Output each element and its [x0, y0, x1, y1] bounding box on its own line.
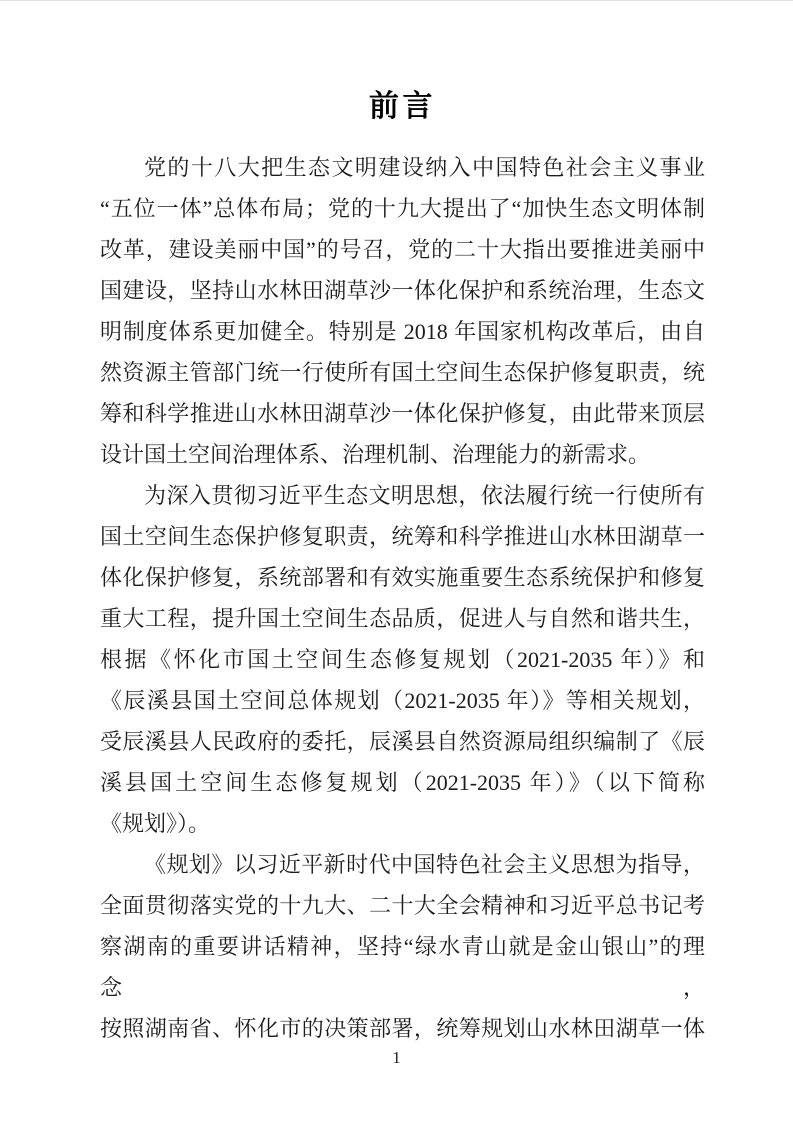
text-line: 为深入贯彻习近平生态文明思想，依法履行统一行使所有: [144, 483, 705, 508]
text-line: 改革，建设美丽中国”的号召，党的二十大指出要推进美丽中: [100, 237, 705, 262]
text-line: 国建设，坚持山水林田湖草沙一体化保护和系统治理，生态文: [100, 278, 705, 303]
text-line: 《规划》以习近平新时代中国特色社会主义思想为指导，: [144, 852, 705, 877]
text-line: “五位一体”总体布局；党的十九大提出了“加快生态文明体制: [100, 196, 705, 221]
text-line: 明制度体系更加健全。特别是 2018 年国家机构改革后，由自: [100, 319, 705, 344]
text-line: 察湖南的重要讲话精神，坚持“绿水青山就是金山银山”的理念，: [100, 934, 705, 1000]
page-number: 1: [392, 1048, 401, 1067]
text-line: 按照湖南省、怀化市的决策部署，统筹规划山水林田湖草一体: [100, 1016, 705, 1041]
paragraph-1: [100, 147, 705, 475]
text-line: 党的十八大把生态文明建设纳入中国特色社会主义事业: [144, 155, 705, 180]
text-line: 溪县国土空间生态修复规划（2021-2035 年）》（以下简称: [100, 770, 705, 795]
text-line: 体化保护修复，系统部署和有效实施重要生态系统保护和修复: [100, 565, 705, 590]
page-title: 前言: [368, 90, 437, 123]
paragraph-3: [100, 844, 705, 1049]
paragraph-2: [100, 475, 705, 844]
text-line: 国土空间生态保护修复职责，统筹和科学推进山水林田湖草一: [100, 524, 705, 549]
document-body: [100, 147, 705, 1049]
text-line: 《辰溪县国土空间总体规划（2021-2035 年）》等相关规划，: [100, 688, 705, 713]
text-line: 筹和科学推进山水林田湖草沙一体化保护修复，由此带来顶层: [100, 401, 705, 426]
text-line: 根据《怀化市国土空间生态修复规划（2021-2035 年）》和: [100, 647, 705, 672]
text-line: 受辰溪县人民政府的委托，辰溪县自然资源局组织编制了《辰: [100, 729, 705, 754]
text-line: 全面贯彻落实党的十九大、二十大全会精神和习近平总书记考: [100, 893, 705, 918]
text-line: 《规划》）。: [100, 811, 211, 836]
text-line: 重大工程，提升国土空间生态品质，促进人与自然和谐共生，: [100, 606, 705, 631]
text-line: 然资源主管部门统一行使所有国土空间生态保护修复职责，统: [100, 360, 705, 385]
text-line: 设计国土空间治理体系、治理机制、治理能力的新需求。: [100, 442, 651, 467]
